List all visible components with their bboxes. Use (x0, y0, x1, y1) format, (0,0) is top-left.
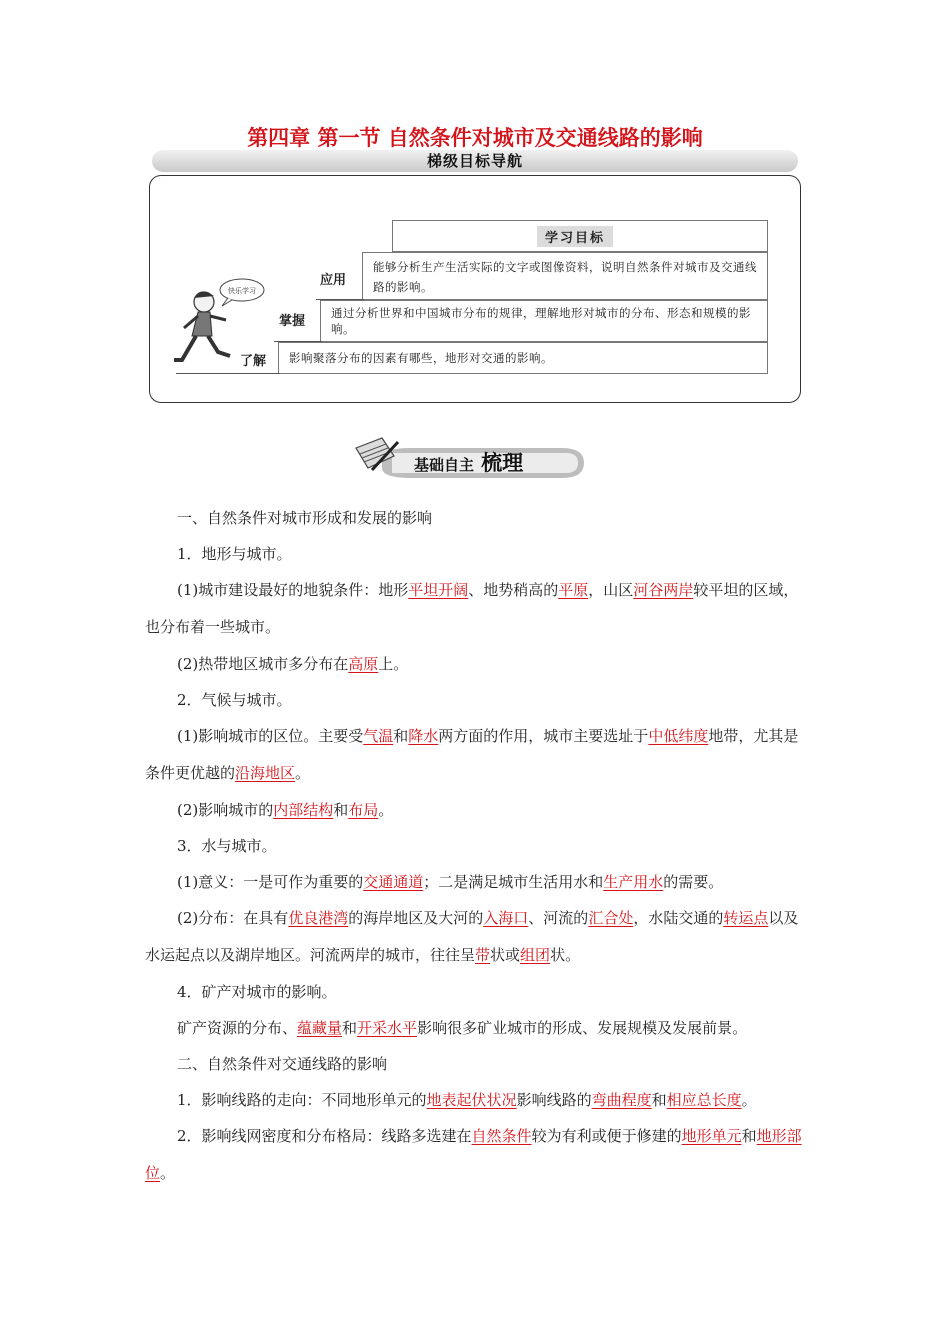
page-title: 第四章 第一节 自然条件对城市及交通线路的影响 (247, 126, 703, 150)
paragraph-text: 。 (295, 764, 311, 782)
paragraph-text: 的需要。 (663, 873, 724, 891)
paragraph-text: 和 (741, 1127, 757, 1145)
goals-header: 学习目标 (537, 226, 613, 247)
answer-blank: 优良港湾 (288, 909, 349, 927)
paragraph-text: ；二是满足城市生活用水和 (423, 873, 604, 891)
heading-2: 二、自然条件对交通线路的影响 (177, 1055, 388, 1073)
goal-text-apply: 能够分析生产生活实际的文字或图像资料，说明自然条件对城市及交通线路的影响。 (362, 252, 768, 300)
answer-blank: 生产用水 (603, 873, 664, 891)
answer-blank: 地形部位 (145, 1127, 802, 1182)
goal-nav-bar (152, 150, 798, 172)
running-student-illustration (172, 276, 282, 372)
answer-blank: 气温 (363, 727, 394, 745)
answer-blank: 弯曲程度 (591, 1091, 652, 1109)
answer-blank: 入海口 (483, 909, 529, 927)
level-understand: 了解 (240, 354, 267, 369)
paragraph-terrain-1 (145, 572, 810, 646)
step-line-3 (176, 373, 280, 374)
section-3: 3．水与城市。 (177, 837, 277, 855)
level-apply: 应用 (320, 273, 347, 288)
paragraph-text: 。 (741, 1091, 757, 1109)
level-master: 掌握 (279, 314, 306, 329)
paragraph-water-1 (145, 864, 810, 900)
paragraph-text: 影响线路的 (516, 1091, 592, 1109)
section-4: 4．矿产对城市的影响。 (177, 983, 337, 1001)
answer-blank: 自然条件 (471, 1127, 532, 1145)
heading-1: 一、自然条件对城市形成和发展的影响 (177, 509, 433, 527)
paragraph-network (145, 1118, 810, 1192)
paragraph-text: 和 (651, 1091, 667, 1109)
answer-blank: 组团 (520, 946, 551, 964)
paragraph-text: 、河流的 (528, 909, 589, 927)
answer-blank: 地形单元 (681, 1127, 742, 1145)
answer-blank: 交通通道 (363, 873, 424, 891)
goal-text-understand: 影响聚落分布的因素有哪些，地形对交通的影响。 (278, 342, 768, 374)
paragraph-text: ，山区 (588, 581, 634, 599)
paragraph-climate-2 (145, 792, 810, 828)
step-line-1 (316, 299, 364, 300)
paragraph-minerals (145, 1010, 810, 1046)
paragraph-text: 矿产资源的分布、 (177, 1019, 298, 1037)
answer-blank: 相应总长度 (666, 1091, 742, 1109)
paragraph-text: 影响很多矿业城市的形成、发展规模及发展前景。 (417, 1019, 748, 1037)
answer-blank: 平原 (558, 581, 589, 599)
paragraph-text: (2)影响城市的 (177, 801, 274, 819)
answer-blank: 汇合处 (588, 909, 634, 927)
paragraph-text: ，水陆交通的 (633, 909, 724, 927)
paragraph-terrain-2 (145, 646, 810, 682)
answer-blank: 布局 (348, 801, 379, 819)
answer-blank: 带 (475, 946, 491, 964)
goal-text-master: 通过分析世界和中国城市分布的规律，理解地形对城市的分布、形态和规模的影响。 (320, 300, 768, 342)
paragraph-text: (1)影响城市的区位。主要受 (177, 727, 364, 745)
answer-blank: 中低纬度 (648, 727, 709, 745)
paragraph-water-2 (145, 900, 810, 974)
content-body (145, 500, 810, 1192)
paragraph-route (145, 1082, 810, 1118)
answer-blank: 内部结构 (273, 801, 334, 819)
answer-blank: 沿海地区 (235, 764, 296, 782)
paragraph-climate-1 (145, 718, 810, 792)
answer-blank: 地表起伏状况 (426, 1091, 517, 1109)
answer-blank: 高原 (348, 655, 379, 673)
paragraph-text: 和 (342, 1019, 358, 1037)
paragraph-text: 和 (393, 727, 409, 745)
answer-blank: 转运点 (723, 909, 769, 927)
paragraph-text: 和 (333, 801, 349, 819)
answer-blank: 开采水平 (357, 1019, 418, 1037)
section-banner (352, 434, 584, 478)
paragraph-text: 、地势稍高的 (468, 581, 559, 599)
paragraph-text: 。 (160, 1164, 176, 1182)
paragraph-text: 以及水运起点以及湖岸地区。河流两岸的城市，往往呈 (145, 909, 799, 964)
paragraph-text: (1)意义：一是可作为重要的 (177, 873, 364, 891)
paragraph-text: 。 (378, 801, 394, 819)
answer-blank: 平坦开阔 (408, 581, 469, 599)
section-2: 2．气候与城市。 (177, 691, 292, 709)
paragraph-text: 状或 (490, 946, 521, 964)
answer-blank: 蕴藏量 (297, 1019, 343, 1037)
section-1: 1．地形与城市。 (177, 545, 292, 563)
answer-blank: 降水 (408, 727, 439, 745)
paragraph-text: (2)分布：在具有 (177, 909, 289, 927)
answer-blank: 河谷两岸 (633, 581, 694, 599)
goal-nav-title: 梯级目标导航 (426, 152, 523, 170)
paragraph-text: (1)城市建设最好的地貌条件：地形 (177, 581, 409, 599)
paragraph-text: 上。 (378, 655, 409, 673)
paragraph-text: 较平坦的区域，也分布着一些城市。 (145, 581, 799, 636)
paragraph-text: (2)热带地区城市多分布在 (177, 655, 349, 673)
paragraph-text: 的海岸地区及大河的 (348, 909, 484, 927)
paragraph-text: 两方面的作用，城市主要选址于 (438, 727, 649, 745)
paragraph-text: 状。 (550, 946, 581, 964)
paragraph-text: 1．影响线路的走向：不同地形单元的 (177, 1091, 427, 1109)
goals-header-box (392, 220, 768, 252)
banner-text: 基础自主 梳理 (414, 450, 524, 475)
paragraph-text: 2．影响线网密度和分布格局：线路多选建在 (177, 1127, 472, 1145)
paragraph-text: 地带，尤其是条件更优越的 (145, 727, 799, 782)
paragraph-text: 较为有利或便于修建的 (531, 1127, 682, 1145)
speech-bubble-text: 快乐学习 (228, 287, 256, 295)
